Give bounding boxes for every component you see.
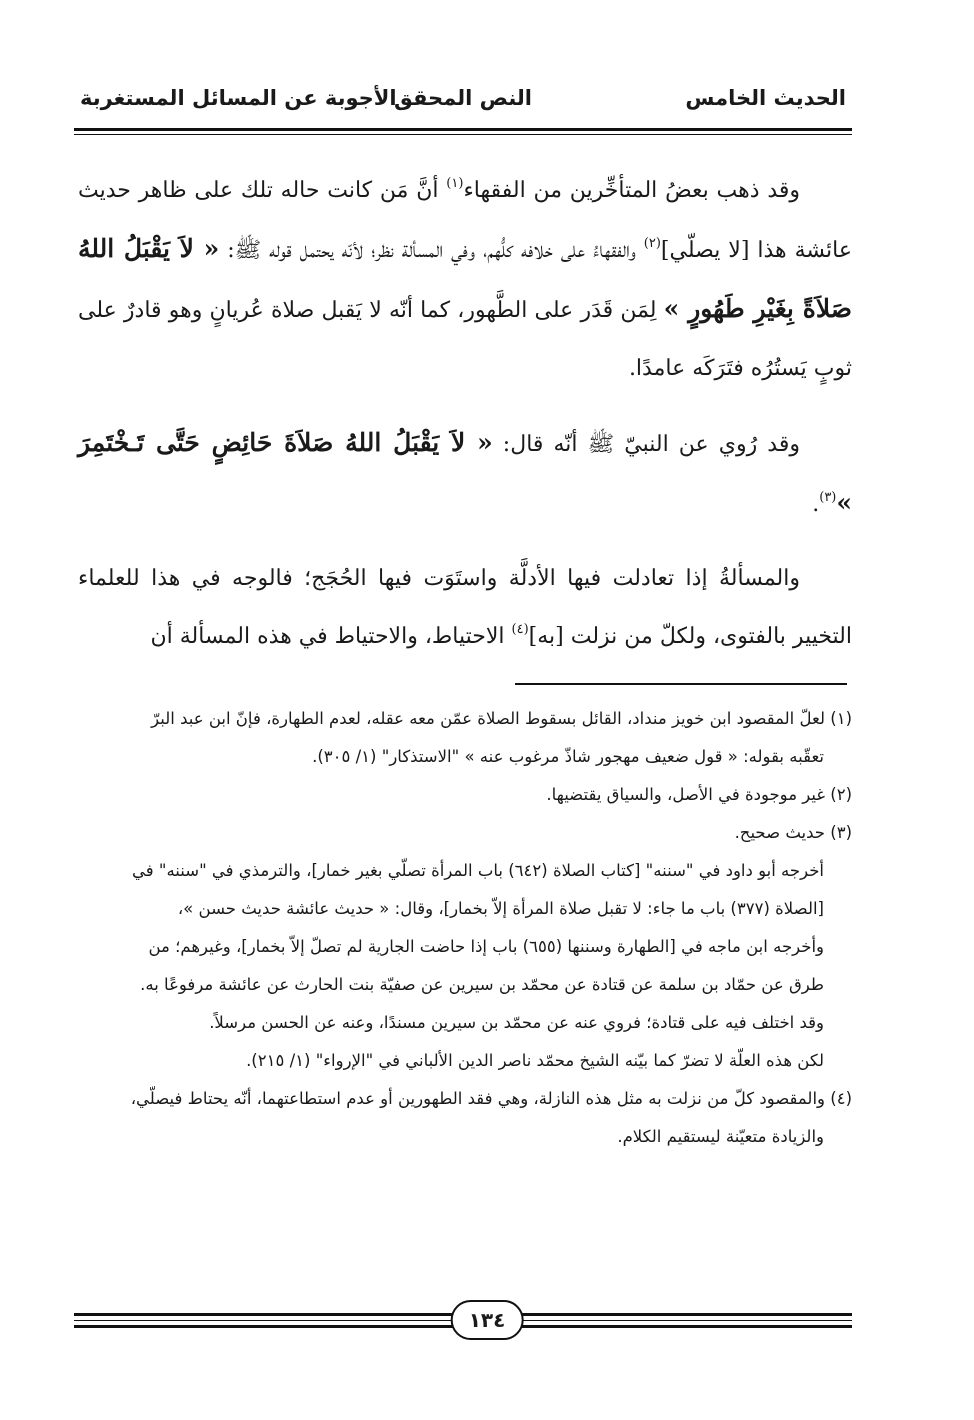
footnote-4-line-1: (٤) والمقصود كلّ من نزلت به مثل هذه النازلة، وهي فقد الطهورين أو عدم استطاعتهما، أنّه يحتاط فيصلّي،: [130, 1089, 852, 1108]
text-run: وقد ذهب بعضُ المتأخِّرين من الفقهاء: [463, 178, 801, 203]
footnote-1-line-2: تعقّبه بقوله: « قول ضعيف مهجور شاذّ مرغوب عنه » "الاستذكار" (١/ ٣٠٥).: [312, 747, 824, 766]
running-header: [74, 80, 852, 120]
footnotes: [78, 700, 852, 1156]
footnote-3-title: (٣) حديث صحيح.: [734, 823, 852, 842]
footnote-1-line-1: (١) لعلّ المقصود ابن خويز منداد، القائل بسقوط الصلاة عمّن معه عقله، لعدم الطهارة، فإنّ ابن عبد البرّ: [151, 709, 852, 728]
footnote-separator: [515, 683, 847, 685]
footnote-ref-3[interactable]: (٣): [819, 490, 837, 505]
header-rule-thin: [74, 134, 852, 135]
text-run: والمسألةُ إذا تعادلت فيها الأدلَّة واستَوَت فيها الحُجَج؛ فالوجه في هذا للعلماء التخيير بالفتوى، ولكلّ من نزلت [به]: [78, 566, 852, 649]
footnote-3-line-6: لكن هذه العلّة لا تضرّ كما بيّنه الشيخ محمّد ناصر الدين الألباني في "الإرواء" (١/ ٢١٥).: [246, 1051, 824, 1070]
footnote-ref-2[interactable]: (٢): [643, 236, 661, 251]
footnote-3-line-4: طرق عن حمّاد بن سلمة عن قتادة عن محمّد بن سيرين عن صفيّة بنت الحارث عن عائشة مرفوعًا به.: [140, 975, 824, 994]
header-rule: [74, 128, 852, 131]
main-text: [78, 162, 852, 666]
text-run: .: [812, 492, 820, 517]
text-run: الاحتياط، والاحتياط في هذه المسألة أن: [150, 624, 512, 649]
footnote-3-line-1: أخرجه أبو داود في "سننه" [كتاب الصلاة (٦٤٢) باب المرأة تصلّي بغير خمار]، والترمذي في "سننه" في: [131, 861, 824, 880]
footnote-ref-4[interactable]: (٤): [511, 622, 529, 637]
footnote-3-line-3: وأخرجه ابن ماجه في [الطهارة وسننها (٦٥٥) باب إذا حاضت الجارية لم تصلّ إلاّ بخمار]، وغيرهم؛ من: [148, 937, 824, 956]
page-number: ١٣٤: [451, 1300, 524, 1340]
text-run: وقد رُوي عن النبيّ ﷺ أنّه قال:: [492, 432, 800, 457]
header-chapter-title: الحديث الخامس: [685, 86, 846, 110]
text-run: أنَّ مَن كانت حاله تلك على ظاهر حديث عائشة هذا [لا يصلّي]: [78, 178, 852, 263]
hadith-quote-2: « لاَ يَقْبَلُ اللهُ صَلاَةَ حَائِضٍ حَتَّى تَـخْتَمِرَ »: [78, 428, 852, 517]
footnote-3-line-2: [الصلاة (٣٧٧) باب ما جاء: لا تقبل صلاة المرأة إلاّ بخمار]، وقال: « حديث عائشة حديث حسن »،: [177, 899, 824, 918]
paragraph-3: [78, 550, 852, 666]
text-run: لِمَن قَدَر على الطَّهور، كما أنّه لا يَقبل صلاة عُريانٍ وهو قادرٌ على ثوبٍ يَستُرُه فتَرَكَه عامدًا.: [78, 298, 852, 381]
footnote-3-line-5: وقد اختلف فيه على قتادة؛ فروي عنه عن محمّد بن سيرين مسندًا، وعنه عن الحسن مرسلاً.: [209, 1013, 824, 1032]
paragraph-1: [78, 162, 852, 398]
paragraph-2: [78, 414, 852, 534]
hadith-quote-1: « لاَ يَقْبَلُ اللهُ صَلاَةً بِغَيْرِ طَهُورٍ »: [78, 234, 852, 323]
header-section-title: النص المحقق: [394, 86, 532, 110]
footnote-4-line-2: والزيادة متعيّنة ليستقيم الكلام.: [617, 1127, 824, 1146]
text-run: والفقهاءُ على خلافه كلُّهم، وفي المسألة نظر؛ لأنّه يحتمل قوله ﷺ:: [219, 238, 644, 263]
footnote-ref-1[interactable]: (١): [446, 176, 464, 191]
header-book-title: الأجوبة عن المسائل المستغربة: [80, 86, 397, 110]
footnote-2: (٢) غير موجودة في الأصل، والسياق يقتضيها.: [546, 785, 852, 804]
